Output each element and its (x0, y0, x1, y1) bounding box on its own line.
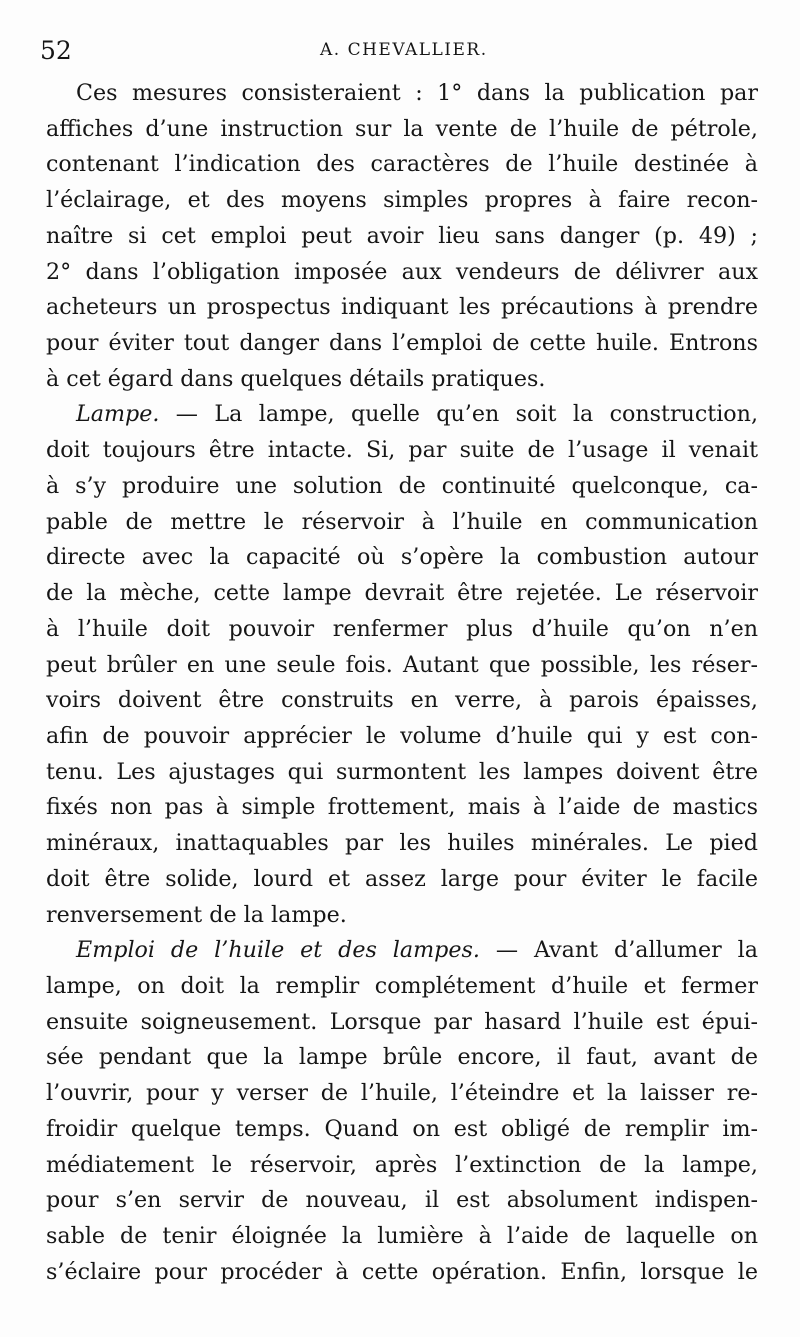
text-line: acheteurs un prospectus indiquant les précautions à prendre (46, 294, 758, 321)
text-line: s’éclaire pour procéder à cette opération. Enfin, lorsque le (46, 1258, 758, 1285)
text-line: pour éviter tout danger dans l’emploi de cette huile. Entrons (46, 330, 758, 357)
text-line: doit toujours être intacte. Si, par suite de l’usage il venait (46, 437, 758, 464)
text-line: voirs doivent être construits en verre, à parois épaisses, (46, 687, 758, 714)
body-text (46, 76, 758, 1290)
paragraph-first-line (46, 397, 758, 433)
running-head: A. CHEVALLIER. (320, 40, 488, 60)
text-line: 2° dans l’obligation imposée aux vendeurs de délivrer aux (46, 258, 758, 285)
section-heading-lampe: Lampe. (76, 401, 160, 428)
text-line: affiches d’une instruction sur la vente de l’huile de pétrole, (46, 115, 758, 142)
text-line: pour s’en servir de nouveau, il est absolument indispen- (46, 1187, 758, 1214)
text-line: fixés non pas à simple frottement, mais à l’aide de mastics (46, 794, 758, 821)
text-line: doit être solide, lourd et assez large pour éviter le facile (46, 865, 758, 892)
text-line: à s’y produire une solution de continuité quelconque, ca- (46, 472, 758, 499)
text-line: l’éclairage, et des moyens simples propres à faire recon- (46, 187, 758, 214)
text-line: tenu. Les ajustages qui surmontent les lampes doivent être (46, 758, 758, 785)
text-line: à l’huile doit pouvoir renfermer plus d’huile qu’on n’en (46, 615, 758, 642)
text-line: contenant l’indication des caractères de l’huile destinée à (46, 151, 758, 178)
text-line: sable de tenir éloignée la lumière à l’aide de laquelle on (46, 1223, 758, 1249)
text-line: lampe, on doit la remplir complétement d’huile et fermer (46, 972, 758, 999)
text-line: l’ouvrir, pour y verser de l’huile, l’éteindre et la laisser re- (46, 1080, 758, 1107)
text-line: Ces mesures consisteraient : 1° dans la publication par (76, 80, 758, 106)
text-line: pable de mettre le réservoir à l’huile en communication (46, 508, 758, 535)
text-line: froidir quelque temps. Quand on est obligé de remplir im- (46, 1115, 758, 1142)
text-line: sée pendant que la lampe brûle encore, il faut, avant de (46, 1044, 758, 1071)
text-line: naître si cet emploi peut avoir lieu sans danger (p. 49) ; (46, 222, 758, 249)
text-line: peut brûler en une seule fois. Autant que possible, les réser- (46, 651, 758, 678)
section-heading-emploi: Emploi de l’huile et des lampes. (76, 937, 480, 964)
text-line: à cet égard dans quelques détails pratiques. (46, 365, 546, 392)
paragraph-first-line (46, 933, 758, 969)
text-line: renversement de la lampe. (46, 901, 347, 928)
text-line: ensuite soigneusement. Lorsque par hasard l’huile est épui- (46, 1008, 758, 1035)
text-line: minéraux, inattaquables par les huiles minérales. Le pied (46, 830, 758, 857)
text-line: directe avec la capacité où s’opère la combustion autour (46, 544, 758, 571)
text-line: de la mèche, cette lampe devrait être rejetée. Le réservoir (46, 580, 758, 607)
page-number: 52 (40, 36, 72, 65)
text-run: — Avant d’allumer la (479, 937, 758, 964)
text-line: médiatement le réservoir, après l’extinction de la lampe, (46, 1151, 758, 1178)
page-header (40, 36, 770, 66)
text-run: — La lampe, quelle qu’en soit la construction, (159, 401, 758, 428)
text-line: afin de pouvoir apprécier le volume d’huile qui y est con- (46, 722, 758, 749)
